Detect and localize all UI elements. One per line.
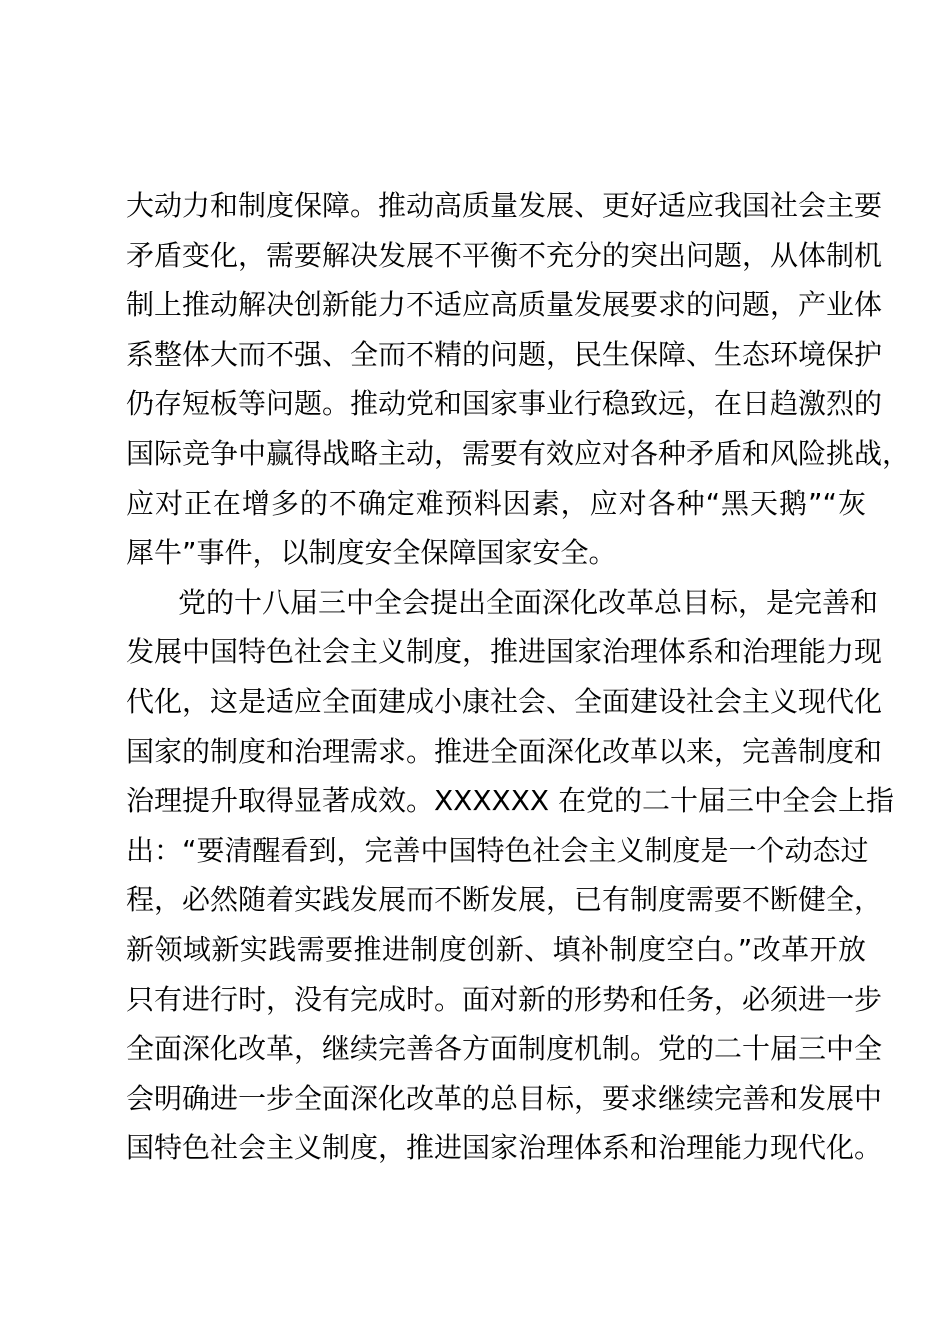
text-line: 系整体大而不强、全而不精的问题，民生保障、生态环境保护 xyxy=(126,337,883,371)
text-line: 国际竞争中赢得战略主动，需要有效应对各种矛盾和风险挑战， xyxy=(126,436,911,470)
text-line: 犀牛”事件，以制度安全保障国家安全。 xyxy=(126,536,617,570)
text-line: 国家的制度和治理需求。推进全面深化改革以来，完善制度和 xyxy=(126,734,883,768)
text-line: 应对正在增多的不确定难预料因素，应对各种“黑天鹅”“灰 xyxy=(126,486,866,520)
text-line: 新领域新实践需要推进制度创新、填补制度空白。”改革开放 xyxy=(126,932,866,966)
text-line: 党的十八届三中全会提出全面深化改革总目标，是完善和 xyxy=(178,585,879,619)
text-line: 程，必然随着实践发展而不断发展，已有制度需要不断健全， xyxy=(126,883,883,917)
text-line: 国特色社会主义制度，推进国家治理体系和治理能力现代化。 xyxy=(126,1131,883,1165)
text-line: 代化，这是适应全面建成小康社会、全面建设社会主义现代化 xyxy=(126,684,883,718)
text-line: 会明确进一步全面深化改革的总目标，要求继续完善和发展中 xyxy=(126,1081,883,1115)
text-line: 仍存短板等问题。推动党和国家事业行稳致远，在日趋激烈的 xyxy=(126,387,883,421)
text-line: 大动力和制度保障。推动高质量发展、更好适应我国社会主要 xyxy=(126,189,883,222)
text-line: 矛盾变化，需要解决发展不平衡不充分的突出问题，从体制机 xyxy=(126,238,883,272)
paragraph-1 xyxy=(126,181,911,578)
text-line: 发展中国特色社会主义制度，推进国家治理体系和治理能力现 xyxy=(126,635,883,669)
text-line: 制上推动解决创新能力不适应高质量发展要求的问题，产业体 xyxy=(126,288,883,322)
text-line: 全面深化改革，继续完善各方面制度机制。党的二十届三中全 xyxy=(126,1032,883,1066)
text-line: 只有进行时，没有完成时。面对新的形势和任务，必须进一步 xyxy=(126,982,883,1016)
paragraph-2 xyxy=(126,578,894,1173)
body-text xyxy=(126,181,911,1173)
text-line: 治理提升取得显著成效。XXXXXX 在党的二十届三中全会上指 xyxy=(126,784,894,818)
text-line: 出：“要清醒看到，完善中国特色社会主义制度是一个动态过 xyxy=(126,833,869,867)
